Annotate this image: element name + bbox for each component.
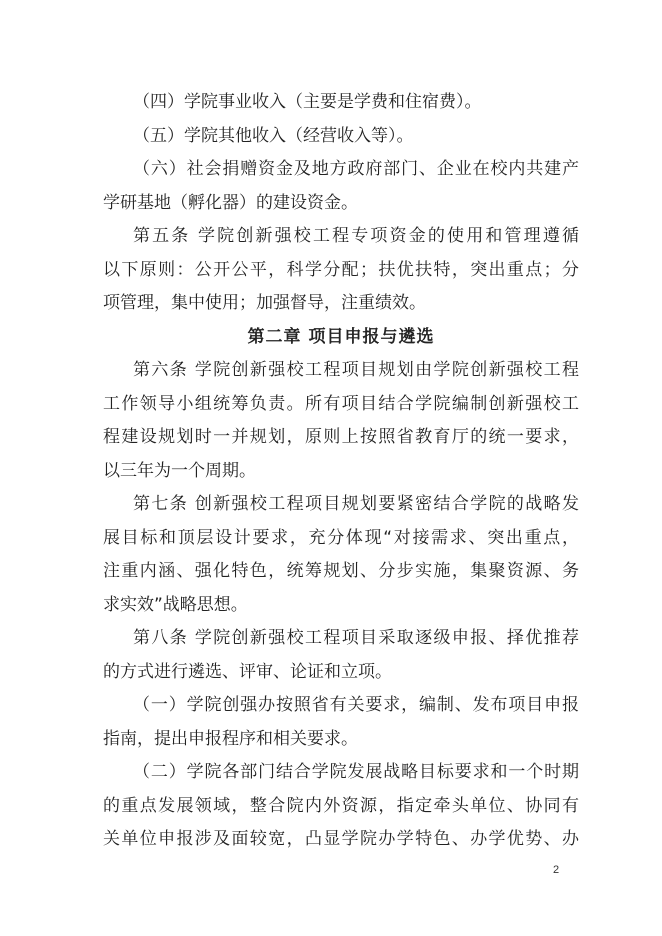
text-line: 学研基地（孵化器）的建设资金。 bbox=[103, 192, 358, 213]
text-line: （六）社会捐赠资金及地方政府部门、企业在校内共建产 bbox=[133, 159, 579, 179]
text-line: （四）学院事业收入（主要是学费和住宿费）。 bbox=[133, 92, 482, 112]
text-line: 工作领导小组统筹负责。所有项目结合学院编制创新强校工 bbox=[103, 393, 579, 414]
text-line: 关单位申报涉及面较宽，凸显学院办学特色、办学优势、办 bbox=[103, 829, 579, 849]
text-line: （二）学院各部门结合学院发展战略目标要求和一个时期 bbox=[133, 762, 579, 782]
text-line: 的方式进行遴选、评审、论证和立项。 bbox=[103, 661, 392, 682]
text-line: 的重点发展领域，整合院内外资源，指定牵头单位、协同有 bbox=[103, 795, 579, 816]
text-line: 程建设规划时一并规划，原则上按照省教育厅的统一要求， bbox=[103, 427, 579, 447]
text-line: 注重内涵、强化特色，统筹规划、分步实施，集聚资源、务 bbox=[103, 561, 579, 581]
text-line: 第六条 学院创新强校工程项目规划由学院创新强校工程 bbox=[133, 360, 579, 380]
text-line: 第八条 学院创新强校工程项目采取逐级申报、择优推荐 bbox=[133, 628, 579, 648]
text-line: 第七条 创新强校工程项目规划要紧密结合学院的战略发 bbox=[133, 494, 579, 514]
text-line: 求实效”战略思想。 bbox=[103, 594, 248, 615]
page-number: 2 bbox=[553, 864, 560, 876]
text-line: 项管理，集中使用；加强督导，注重绩效。 bbox=[103, 293, 426, 313]
chapter-heading: 第二章 项目申报与遴选 bbox=[247, 326, 435, 347]
text-line: 以下原则：公开公平，科学分配；扶优扶特，突出重点；分 bbox=[103, 259, 579, 280]
text-line: （五）学院其他收入（经营收入等）。 bbox=[133, 125, 414, 146]
text-line: 展目标和顶层设计要求，充分体现“对接需求、突出重点， bbox=[103, 527, 579, 548]
text-line: 以三年为一个周期。 bbox=[103, 460, 256, 481]
text-line: 指南，提出申报程序和相关要求。 bbox=[103, 728, 358, 749]
document-body bbox=[103, 86, 579, 857]
text-line: （一）学院创强办按照省有关要求，编制、发布项目申报 bbox=[133, 695, 579, 715]
text-line: 第五条 学院创新强校工程专项资金的使用和管理遵循 bbox=[133, 226, 579, 246]
